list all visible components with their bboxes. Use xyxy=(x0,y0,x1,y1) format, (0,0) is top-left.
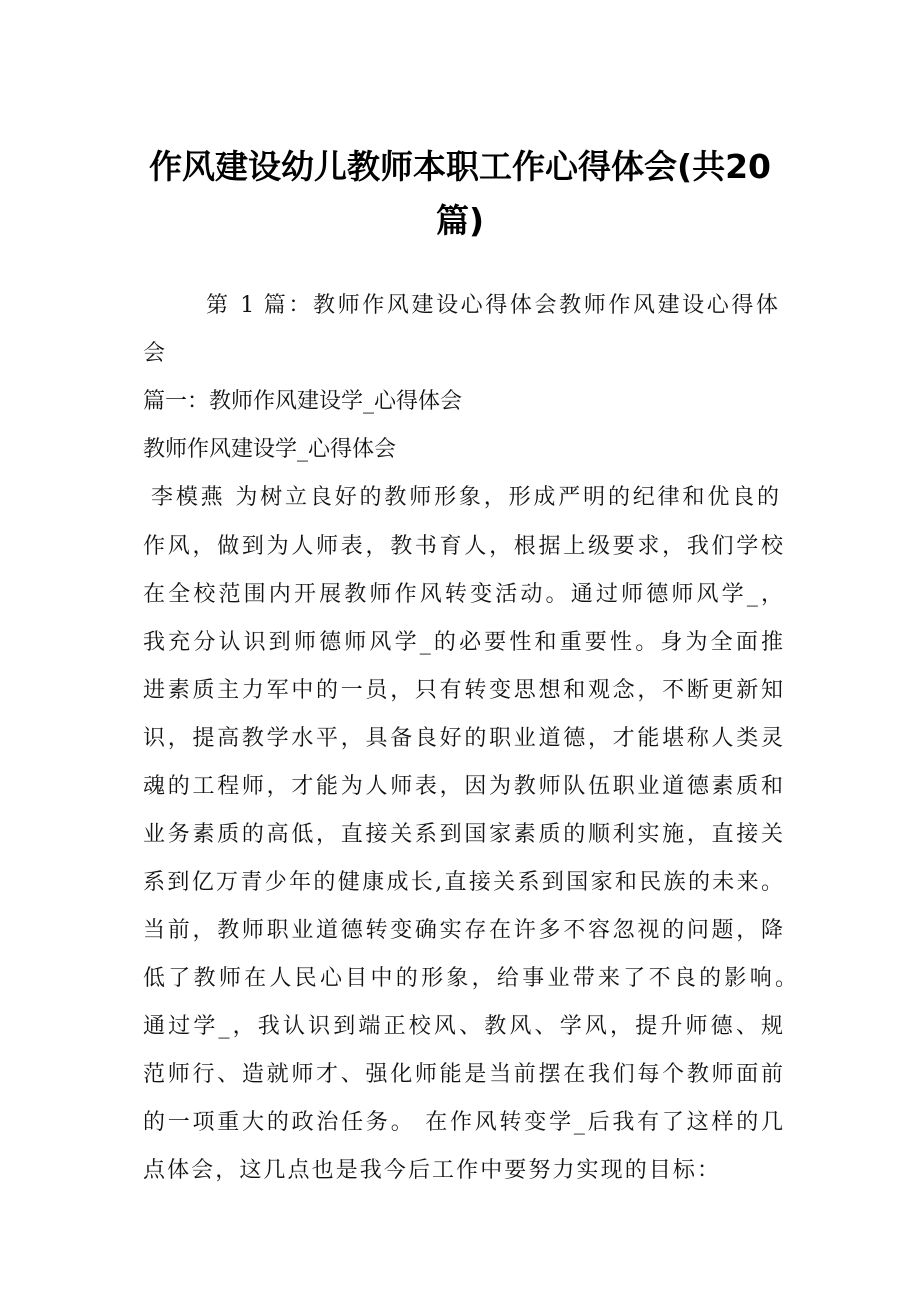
paragraph-line: 作风，做到为人师表，教书育人，根据上级要求，我们学校 xyxy=(143,534,783,559)
paragraph-line: 识，提高教学水平，具备良好的职业道德，才能堪称人类灵 xyxy=(143,726,783,751)
paragraph-line: 系到亿万青少年的健康成长,直接关系到国家和民族的未来。 xyxy=(143,870,783,895)
paragraph-line: 当前，教师职业道德转变确实存在许多不容忽视的问题，降 xyxy=(143,918,783,943)
paragraph-line: 在全校范围内开展教师作风转变活动。通过师德师风学_， xyxy=(143,582,783,607)
section-heading-line-2: 会 xyxy=(143,341,166,366)
paragraph-line: 魂的工程师，才能为人师表，因为教师队伍职业道德素质和 xyxy=(143,774,783,799)
paragraph-line: 我充分认识到师德师风学_的必要性和重要性。身为全面推 xyxy=(143,630,783,655)
subheading: 篇一：教师作风建设学_心得体会 xyxy=(143,389,463,414)
paragraph-line: 的一项重大的政治任务。 在作风转变学_后我有了这样的几 xyxy=(143,1110,783,1135)
document-title-line-1: 作风建设幼儿教师本职工作心得体会(共20 xyxy=(148,147,771,186)
paragraph-line: 通过学_，我认识到端正校风、教风、学风，提升师德、规 xyxy=(143,1014,783,1039)
document-title-line-2: 篇) xyxy=(435,201,485,240)
section-heading-line-1: 第 1 篇：教师作风建设心得体会教师作风建设心得体 xyxy=(206,293,778,318)
paragraph-line: 点体会，这几点也是我今后工作中要努力实现的目标： xyxy=(143,1158,719,1183)
paragraph-line: 范师行、造就师才、强化师能是当前摆在我们每个教师面前 xyxy=(143,1062,783,1087)
article-title: 教师作风建设学_心得体会 xyxy=(143,437,397,462)
paragraph-line: 进素质主力军中的一员，只有转变思想和观念，不断更新知 xyxy=(143,678,783,703)
paragraph-line: 李模燕 为树立良好的教师形象，形成严明的纪律和优良的 xyxy=(151,485,779,510)
paragraph-line: 低了教师在人民心目中的形象，给事业带来了不良的影响。 xyxy=(143,966,797,991)
paragraph-line: 业务素质的高低，直接关系到国家素质的顺利实施，直接关 xyxy=(143,822,783,847)
